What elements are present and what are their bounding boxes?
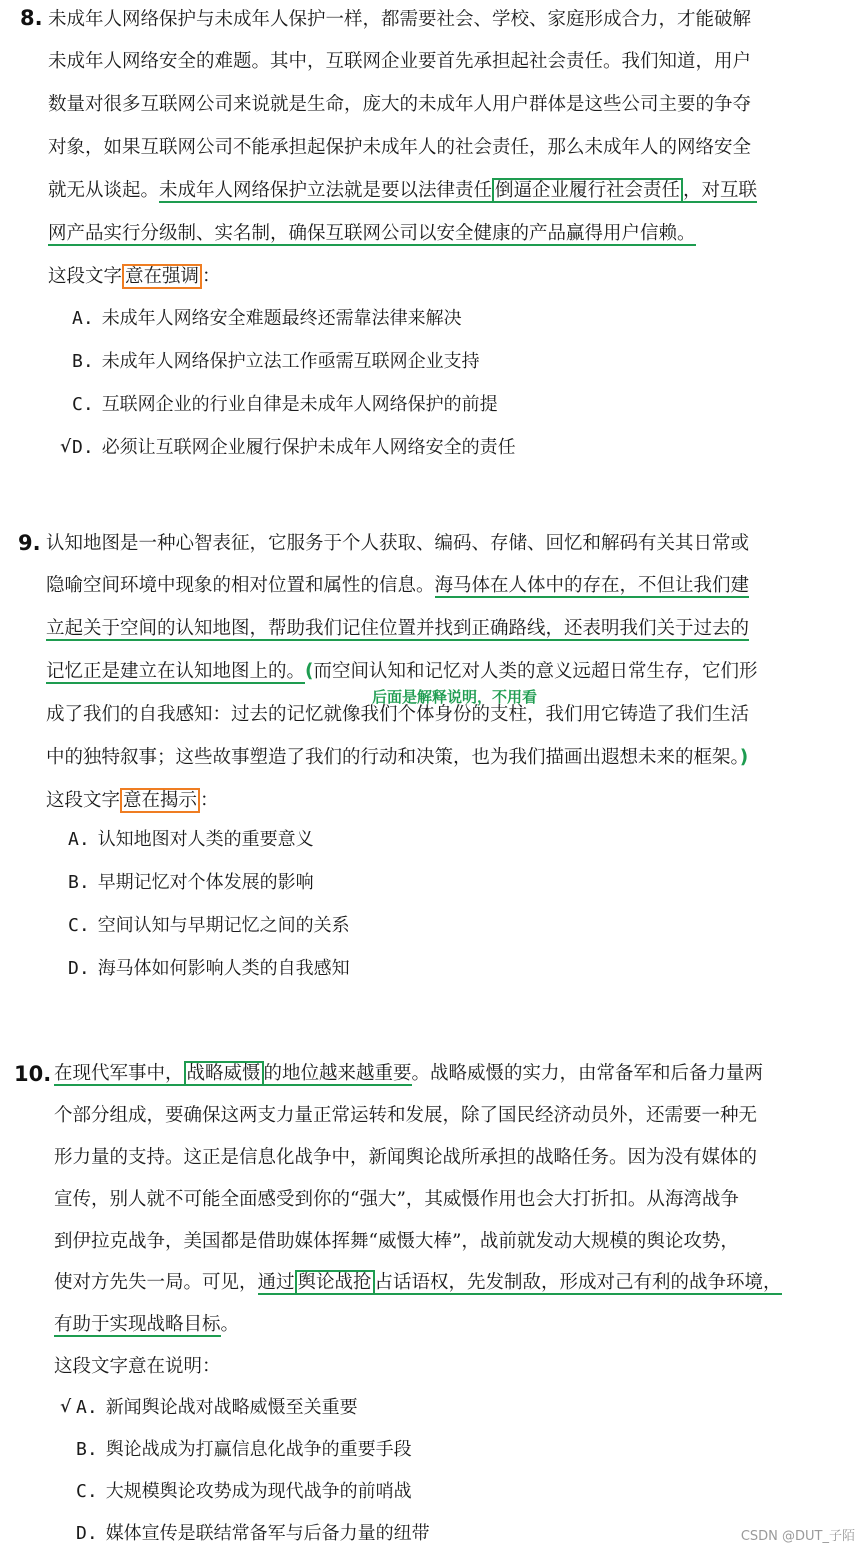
option-letter: D.: [76, 1523, 98, 1544]
watermark: CSDN @DUT_子陌: [740, 1529, 855, 1544]
underlined-key-sentence: 未成年人网络保护立法就是要以法律责任: [159, 180, 493, 201]
underlined-key-sentence: 有助于实现战略目标: [54, 1314, 221, 1335]
option-letter: A.: [76, 1397, 98, 1418]
underlined-key-sentence: 通过: [257, 1272, 295, 1293]
option-letter: B.: [72, 351, 94, 372]
annotation-open-paren: (: [305, 661, 314, 682]
passage-line: [54, 1271, 782, 1295]
passage-line: [48, 222, 696, 246]
option-letter: B.: [76, 1439, 98, 1460]
question-prompt: [48, 265, 221, 289]
option-text: 未成年人网络安全难题最终还需靠法律来解决: [101, 308, 462, 329]
passage-line: 对象，如果互联网公司不能承担起保护未成年人的社会责任，那么未成年人的网络安全: [48, 137, 752, 158]
option-text: 早期记忆对个体发展的影响: [97, 872, 314, 893]
option-a: [76, 1396, 358, 1420]
underlined-key-sentence: ，对互联: [683, 180, 758, 201]
option-letter: B.: [68, 872, 90, 893]
underlined-key-sentence: 占话语权，先发制敌，形成对己有利的战争环境，: [374, 1272, 782, 1293]
option-b: [68, 871, 314, 895]
option-c: [72, 393, 498, 417]
boxed-keyword: 倒逼企业履行社会责任: [492, 178, 683, 203]
text-span: 使对方先失一局。可见，: [54, 1272, 258, 1293]
question-number: 9.: [18, 531, 41, 555]
boxed-prompt-keyword: 意在揭示: [120, 788, 200, 813]
text-span: ：: [202, 266, 221, 287]
question-number: 8.: [20, 6, 43, 30]
option-letter: C.: [72, 394, 94, 415]
option-text: 必须让互联网企业履行保护未成年人网络安全的责任: [101, 437, 516, 458]
boxed-keyword: 舆论战抢: [295, 1270, 375, 1295]
option-d: [76, 1522, 430, 1546]
option-b: [76, 1438, 412, 1462]
passage-line: 宣传，别人就不可能全面感受到你的“强大”，其威慑作用也会大打折扣。从海湾战争: [54, 1189, 739, 1210]
option-d: [72, 436, 516, 460]
option-text: 新闻舆论战对战略威慑至关重要: [105, 1397, 358, 1418]
passage-line: 个部分组成，要确保这两支力量正常运转和发展，除了国民经济动员外，还需要一种无: [54, 1105, 758, 1126]
option-letter: D.: [68, 958, 90, 979]
passage-line: [46, 746, 748, 770]
passage-line: [48, 179, 757, 203]
option-letter: A.: [68, 829, 90, 850]
text-span: ：: [200, 790, 219, 811]
annotation-note: 后面是解释说明，不用看: [372, 688, 538, 706]
passage-line: 未成年人网络安全的难题。其中，互联网企业要首先承担起社会责任。我们知道，用户: [48, 51, 752, 72]
underlined-key-sentence: 网产品实行分级制、实名制，确保互联网公司以安全健康的产品赢得用户信赖。: [48, 223, 696, 244]
option-d: [68, 957, 350, 981]
option-b: [72, 350, 480, 374]
question-prompt: 这段文字意在说明：: [54, 1356, 221, 1377]
option-text: 互联网企业的行业自律是未成年人网络保护的前提: [101, 394, 498, 415]
option-text: 海马体如何影响人类的自我感知: [97, 958, 350, 979]
passage-line: 形力量的支持。这正是信息化战争中，新闻舆论战所承担的战略任务。因为没有媒体的: [54, 1147, 758, 1168]
option-letter: A.: [72, 308, 94, 329]
text-span: 这段文字: [46, 790, 121, 811]
option-letter: C.: [68, 915, 90, 936]
text-span: 就无从谈起。: [48, 180, 160, 201]
underlined-key-sentence: 在现代军事中，: [54, 1063, 184, 1084]
passage-line: 未成年人网络保护与未成年人保护一样，都需要社会、学校、家庭形成合力，才能破解: [48, 9, 752, 30]
option-text: 未成年人网络保护立法工作亟需互联网企业支持: [101, 351, 480, 372]
passage-line: [46, 574, 749, 598]
text-span: 这段文字: [48, 266, 123, 287]
underlined-key-sentence: 立起关于空间的认知地图，帮助我们记住位置并找到正确路线，还表明我们关于过去的: [46, 618, 750, 639]
passage-line: [46, 660, 758, 684]
option-a: [68, 828, 314, 852]
boxed-prompt-keyword: 意在强调: [122, 264, 202, 289]
passage-line: 成了我们的自我感知：过去的记忆就像我们个体身份的支柱，我们用它铸造了我们生活: [46, 704, 750, 725]
question-prompt: [46, 789, 219, 813]
option-c: [68, 914, 350, 938]
passage-line: [54, 1062, 763, 1086]
option-letter: D.: [72, 437, 94, 458]
text-span: 中的独特叙事；这些故事塑造了我们的行动和决策，也为我们描画出遐想未来的框架。: [46, 747, 740, 768]
annotation-close-paren: ): [739, 747, 749, 768]
underlined-key-sentence: 记忆正是建立在认知地图上的。: [46, 661, 306, 682]
checkmark-icon: √: [60, 437, 72, 457]
passage-line: 认知地图是一种心智表征，它服务于个人获取、编码、存储、回忆和解码有关其日常或: [46, 533, 750, 554]
option-text: 认知地图对人类的重要意义: [97, 829, 314, 850]
option-text: 媒体宣传是联结常备军与后备力量的纽带: [105, 1523, 430, 1544]
option-a: [72, 307, 462, 331]
text-span: 。战略威慑的实力，由常备军和后备力量两: [411, 1063, 764, 1084]
text-span: 而空间认知和记忆对人类的意义远超日常生存，它们形: [313, 661, 758, 682]
text-span: 隐喻空间环境中现象的相对位置和属性的信息。: [46, 575, 435, 596]
option-text: 舆论战成为打赢信息化战争的重要手段: [105, 1439, 412, 1460]
underlined-key-sentence: 的地位越来越重要: [263, 1063, 412, 1084]
passage-line: 数量对很多互联网公司来说就是生命，庞大的未成年人用户群体是这些公司主要的争夺: [48, 94, 752, 115]
text-span: 。: [220, 1314, 240, 1335]
option-text: 空间认知与早期记忆之间的关系: [97, 915, 350, 936]
underlined-key-sentence: 海马体在人体中的存在，不但让我们建: [434, 575, 750, 596]
checkmark-icon: √: [60, 1397, 72, 1417]
option-text: 大规模舆论攻势成为现代战争的前哨战: [105, 1481, 412, 1502]
question-number: 10.: [14, 1062, 52, 1086]
passage-line: [46, 617, 749, 641]
passage-line: [54, 1313, 239, 1337]
boxed-keyword: 战略威慑: [184, 1061, 264, 1086]
option-c: [76, 1480, 412, 1504]
option-letter: C.: [76, 1481, 98, 1502]
passage-line: 到伊拉克战争，美国都是借助媒体挥舞“威慑大棒”，战前就发动大规模的舆论攻势，: [54, 1231, 739, 1252]
